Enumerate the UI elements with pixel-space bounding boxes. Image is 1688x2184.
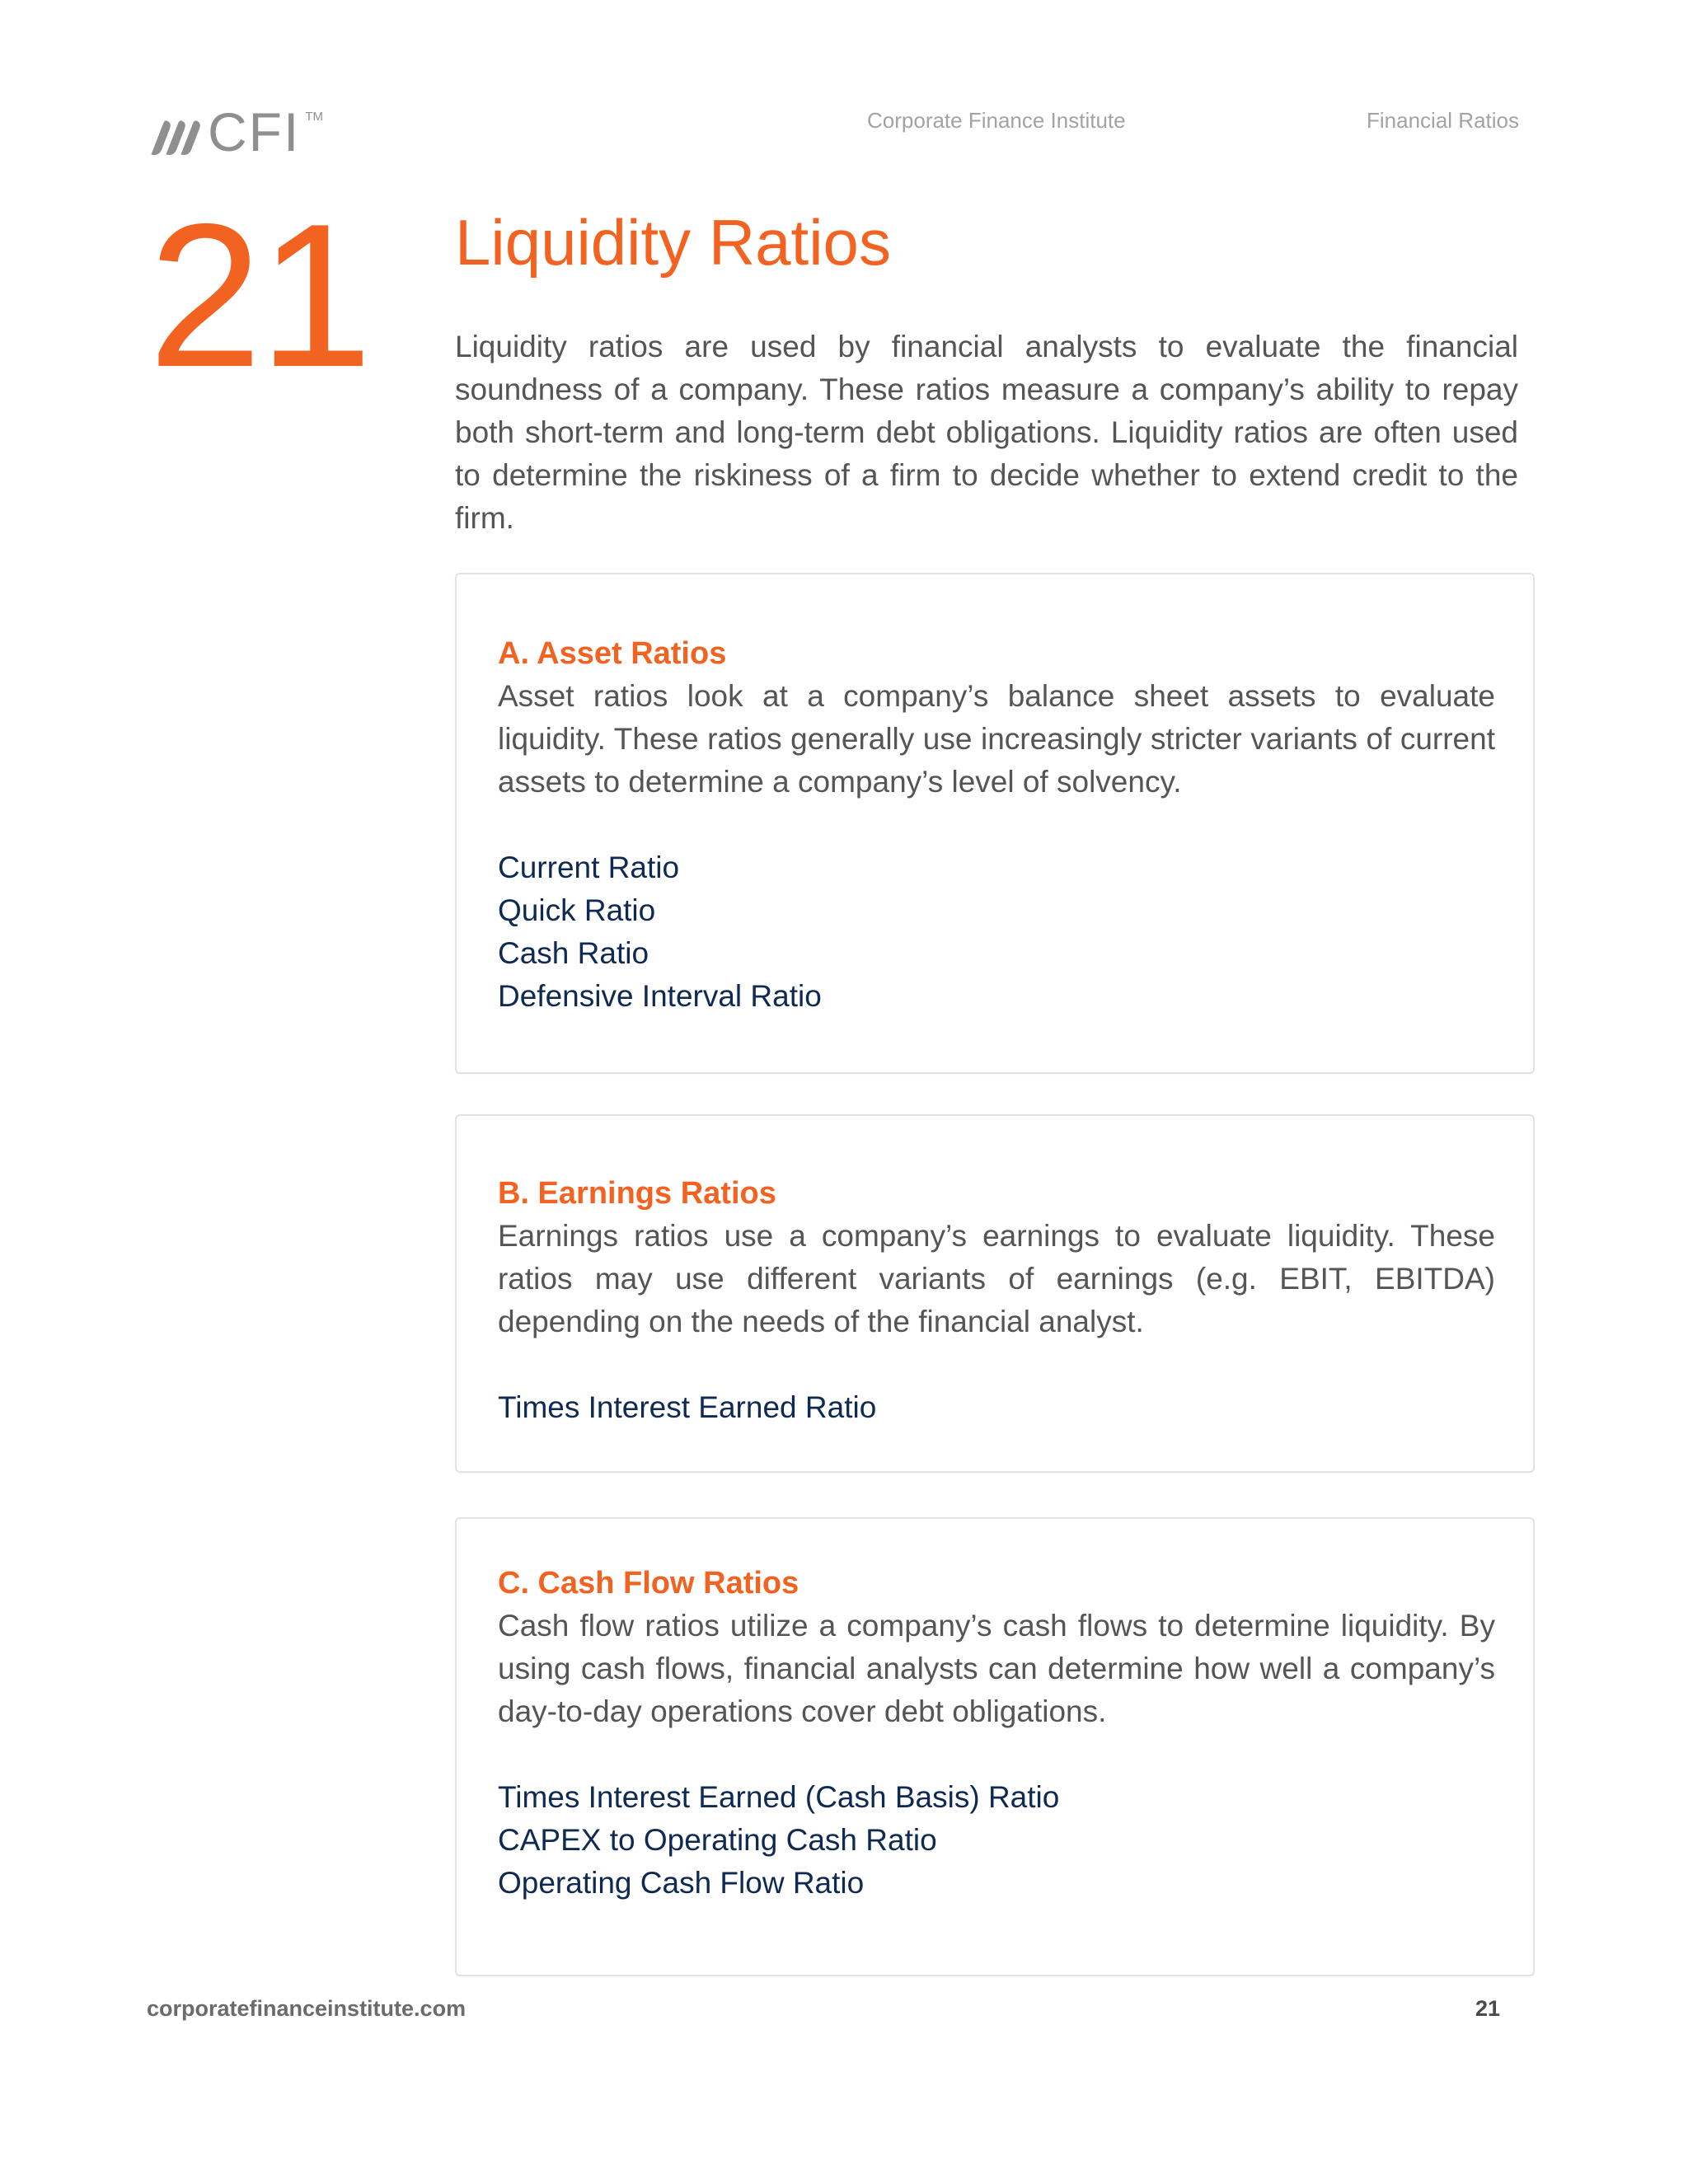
ratio-link-list: [498, 1776, 1495, 1905]
asset-ratios-content: [498, 632, 1495, 1018]
trademark-mark: TM: [305, 110, 323, 124]
footer-website-url[interactable]: corporatefinanceinstitute.com: [147, 1996, 467, 2021]
header-document-title: Financial Ratios: [1367, 108, 1519, 133]
ratio-link-current-ratio[interactable]: Current Ratio: [498, 851, 680, 884]
section-description: Cash flow ratios utilize a company’s cash flows to determine liquidity. By using cash flows, financial analysts can determine how well a company’s day-to-day operations cover debt obligations.: [498, 1609, 1495, 1728]
earnings-ratios-content: [498, 1172, 1495, 1429]
section-heading: B. Earnings Ratios: [498, 1176, 776, 1211]
ratio-link-capex-to-operating-cash[interactable]: CAPEX to Operating Cash Ratio: [498, 1823, 937, 1857]
asset-ratios-card: [455, 573, 1535, 1074]
ratio-link-quick-ratio[interactable]: Quick Ratio: [498, 893, 656, 927]
cfi-logo: [147, 101, 323, 162]
cfi-logo-mark-icon: [147, 109, 204, 155]
ratio-link-list: [498, 1386, 1495, 1429]
page-title: Liquidity Ratios: [455, 206, 891, 279]
ratio-link-cash-ratio[interactable]: Cash Ratio: [498, 936, 649, 970]
section-heading: C. Cash Flow Ratios: [498, 1566, 799, 1601]
section-heading: A. Asset Ratios: [498, 636, 727, 671]
header-organization: Corporate Finance Institute: [867, 108, 1126, 133]
cash-flow-ratios-content: [498, 1562, 1495, 1905]
intro-paragraph: Liquidity ratios are used by financial analysts to evaluate the financial soundness of a company. These ratios measure a company’s ability to repay both short-term and long-term debt obligations. Liquidity ratios are often used to determine the riskiness of a firm to decide whether to extend credit to the firm.: [455, 330, 1518, 535]
ratio-link-list: [498, 846, 1495, 1018]
section-description: Asset ratios look at a company’s balance sheet assets to evaluate liquidity. These ratios generally use increasingly stricter variants of current assets to determine a company’s level of solvency.: [498, 679, 1495, 799]
section-description: Earnings ratios use a company’s earnings to evaluate liquidity. These ratios may use different variants of earnings (e.g. EBIT, EBITDA) depending on the needs of the financial analyst.: [498, 1219, 1495, 1338]
ratio-link-defensive-interval-ratio[interactable]: Defensive Interval Ratio: [498, 979, 822, 1013]
ratio-link-operating-cash-flow[interactable]: Operating Cash Flow Ratio: [498, 1866, 865, 1900]
earnings-ratios-card: [455, 1114, 1535, 1473]
ratio-link-times-interest-earned-cash-basis[interactable]: Times Interest Earned (Cash Basis) Ratio: [498, 1780, 1060, 1814]
cash-flow-ratios-card: [455, 1517, 1535, 1976]
page-number: 21: [1475, 1996, 1501, 2021]
ratio-link-times-interest-earned[interactable]: Times Interest Earned Ratio: [498, 1390, 877, 1424]
chapter-number: 21: [148, 180, 369, 410]
logo-wordmark: CFI: [208, 101, 301, 162]
